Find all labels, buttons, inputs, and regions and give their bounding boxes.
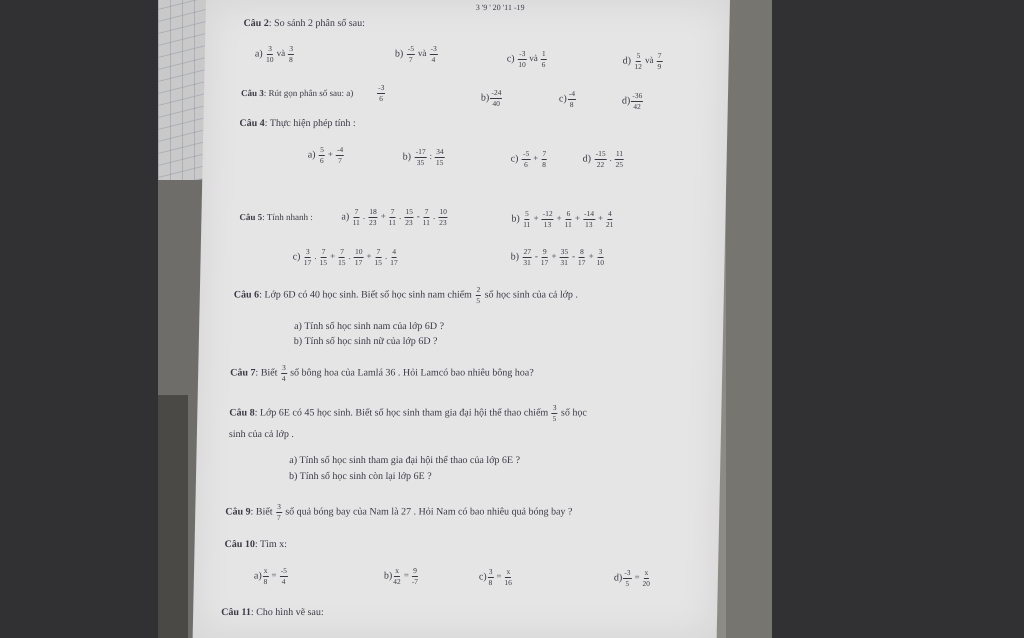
operator: . [432, 211, 436, 222]
question-6: Câu 6: Lớp 6D có 40 học sinh. Biết số học sinh nam chiếm $\frac{2}{5}$ số học sinh của cả lớp . [233, 285, 579, 305]
operator: + [366, 251, 372, 262]
conjunction: và [276, 48, 286, 59]
numerator: 10 [354, 247, 363, 256]
fraction [319, 248, 327, 266]
fraction [393, 567, 401, 585]
denominator: 15 [338, 257, 346, 267]
fraction: $\frac{3}{4}$ [281, 363, 286, 383]
fraction [504, 568, 512, 586]
conjunction: và [644, 55, 654, 66]
denominator: 23 [369, 217, 377, 227]
numerator: -4 [568, 89, 576, 98]
numerator: 7 [657, 51, 662, 60]
operator: + [597, 213, 604, 224]
fraction [559, 248, 569, 266]
fraction [642, 569, 650, 587]
fraction [304, 248, 312, 266]
q10-item-d [614, 569, 652, 587]
numerator: 35 [560, 247, 569, 256]
fraction [523, 210, 531, 228]
conjunction: và [529, 53, 538, 64]
fraction [377, 84, 386, 102]
fraction [541, 210, 553, 228]
q8-sub-a: a) Tính số học sinh tham gia đại hội thể thao của lớp 6E ? [289, 455, 521, 466]
numerator: 7 [390, 207, 395, 216]
fraction [541, 150, 547, 168]
fraction [404, 208, 414, 226]
denominator: 10 [596, 257, 605, 267]
fraction [438, 208, 448, 226]
fraction [319, 146, 325, 164]
denominator: 20 [642, 578, 651, 588]
item-label: a) [253, 570, 262, 582]
fraction [596, 248, 604, 266]
denominator: 17 [540, 257, 549, 267]
denominator: 23 [405, 217, 413, 227]
q3-item-c [559, 90, 577, 108]
fraction [368, 208, 378, 226]
q10-item-c [479, 568, 513, 586]
item-label: c) [510, 153, 522, 165]
denominator: 10 [265, 54, 274, 64]
fraction [656, 52, 662, 70]
denominator: 17 [390, 257, 398, 267]
numerator: 10 [439, 207, 447, 216]
numerator: -14 [583, 209, 595, 218]
numerator: 7 [321, 247, 326, 256]
denominator: 6 [524, 159, 528, 169]
q2-item-c [507, 50, 548, 68]
fraction [435, 148, 445, 166]
numerator: 15 [405, 207, 413, 216]
q4-item-d [582, 150, 625, 168]
numerator: 7 [424, 207, 429, 216]
numerator: -3 [378, 83, 385, 92]
item-label: d) [621, 95, 631, 107]
question-3: Câu 3: Rút gọn phân số sau: a) [240, 88, 354, 98]
denominator: 21 [605, 219, 614, 229]
denominator: 8 [488, 577, 493, 587]
numerator: 7 [376, 247, 381, 256]
question-10: Câu 10: Tìm x: [224, 539, 288, 550]
fraction [488, 568, 494, 586]
item-label: b) [383, 570, 393, 582]
numerator: -15 [595, 149, 606, 158]
q10-item-b [384, 567, 420, 585]
denominator: 22 [596, 159, 605, 169]
fraction [578, 248, 586, 266]
denominator: 40 [492, 98, 501, 108]
operator: + [327, 149, 333, 160]
question-9: Câu 9: Biết $\frac{3}{7}$ số quả bóng bay của Nam là 27 . Hỏi Nam có bao nhiêu quả bóng bay ? [225, 502, 573, 522]
numerator: -36 [632, 91, 643, 100]
fraction [266, 45, 274, 63]
fraction [414, 148, 426, 166]
numerator: x [395, 566, 400, 575]
numerator: 3 [305, 247, 310, 256]
denominator: 8 [288, 54, 293, 64]
numerator: x [506, 567, 511, 576]
item-label: b) [394, 48, 406, 60]
numerator: -3 [430, 44, 437, 53]
denominator: 4 [281, 576, 286, 586]
denominator: 12 [634, 61, 643, 71]
denominator: 23 [439, 217, 447, 227]
fraction [354, 248, 364, 266]
numerator: x [644, 568, 649, 577]
fraction [390, 248, 398, 266]
item-label: d) [582, 153, 594, 165]
numerator: 5 [320, 145, 324, 154]
numerator: 7 [340, 247, 345, 256]
item-label: d) [613, 572, 623, 584]
question-7: Câu 7: Biết $\frac{3}{4}$ số bông hoa của Lamlá 36 . Hỏi Lamcó bao nhiêu bông hoa? [230, 363, 534, 383]
numerator: 4 [392, 247, 397, 256]
fraction [615, 150, 625, 168]
denominator: 42 [633, 101, 641, 111]
denominator: 42 [393, 576, 401, 586]
numerator: -5 [407, 44, 415, 53]
numerator: 4 [607, 209, 612, 218]
numerator: -3 [519, 49, 526, 58]
fraction [412, 567, 419, 585]
numerator: -3 [624, 568, 631, 577]
denominator: 11 [523, 219, 531, 229]
fraction [541, 248, 549, 266]
numerator: 3 [488, 567, 493, 576]
worksheet-paper [193, 0, 730, 638]
operator: . [384, 251, 388, 262]
desk-shadow [158, 395, 188, 638]
fraction [594, 150, 606, 168]
numerator: 3 [598, 247, 603, 256]
denominator: 17 [354, 257, 363, 267]
denominator: 11 [388, 217, 397, 227]
fraction [429, 45, 438, 63]
operator: + [533, 153, 539, 164]
fraction [583, 210, 595, 228]
numerator: 3 [289, 44, 294, 53]
denominator: 31 [560, 257, 569, 267]
item-label: c) [506, 53, 518, 65]
q3-item-d [622, 92, 645, 110]
q5-item-c [292, 248, 399, 266]
numerator: 9 [413, 566, 418, 575]
denominator: 31 [523, 257, 531, 267]
denominator: 11 [352, 217, 360, 227]
numerator: x [263, 566, 268, 575]
operator: = [403, 570, 409, 581]
numerator: 34 [436, 147, 444, 156]
fraction [338, 248, 346, 266]
denominator: 15 [374, 257, 383, 267]
item-label: d) [622, 55, 634, 67]
numerator: 1 [541, 49, 546, 58]
fraction [288, 45, 294, 63]
numerator: 8 [579, 247, 584, 256]
denominator: 10 [518, 59, 526, 69]
item-label: b) [511, 213, 523, 225]
numerator: -24 [491, 88, 502, 97]
operator: = [271, 570, 277, 581]
operator: + [551, 251, 557, 262]
numerator: 11 [615, 149, 624, 158]
denominator: 4 [431, 54, 436, 64]
operator: + [330, 251, 336, 262]
numerator: -5 [522, 149, 530, 158]
fraction [623, 569, 632, 587]
denominator: 35 [416, 157, 425, 167]
item-label: c) [292, 251, 304, 263]
operator: + [574, 213, 581, 224]
fraction [423, 208, 431, 226]
item-label: c) [478, 571, 487, 583]
operator: = [634, 572, 640, 583]
denominator: 8 [263, 576, 268, 586]
fraction [522, 248, 532, 266]
q3-item-a [376, 84, 387, 102]
denominator: 7 [337, 155, 342, 165]
numerator: 5 [636, 51, 641, 60]
numerator: 9 [542, 247, 547, 256]
question-5: Câu 5: Tính nhanh : [239, 212, 313, 222]
fraction [336, 146, 345, 164]
item-label: a) [254, 48, 266, 60]
item-label: a) [307, 149, 319, 161]
item-label: b) [402, 151, 414, 163]
denominator: 9 [657, 61, 662, 71]
fraction [263, 567, 269, 585]
desk-surface-right [726, 0, 772, 638]
fraction: $\frac{3}{7}$ [276, 502, 281, 522]
question-11: Câu 11: Cho hình vẽ sau: [221, 607, 324, 618]
item-label: c) [558, 93, 567, 105]
fraction [518, 50, 527, 68]
q6-sub-a: a) Tính số học sinh nam của lớp 6D ? [294, 321, 445, 332]
conjunction: và [417, 48, 427, 59]
operator: . [314, 251, 317, 262]
fraction [407, 45, 416, 63]
q8-sub-b: b) Tính số học sinh còn lại lớp 6E ? [288, 471, 432, 482]
numerator: 18 [369, 207, 377, 216]
denominator: 6 [541, 59, 546, 69]
question-8: Câu 8: Lớp 6E có 45 học sinh. Biết số học sinh tham gia đại hội thể thao chiếm $\frac{3}{5}$ số học [229, 403, 587, 423]
numerator: -17 [415, 147, 426, 156]
operator: . [398, 211, 402, 222]
denominator: 6 [319, 155, 324, 165]
denominator: 25 [615, 159, 624, 169]
denominator: 5 [625, 578, 630, 588]
denominator: 17 [303, 257, 312, 267]
fraction: $\frac{2}{5}$ [476, 285, 481, 305]
denominator: 15 [435, 157, 444, 167]
operator: : [429, 151, 433, 162]
item-label: b) [510, 251, 522, 263]
q4-item-b [403, 148, 446, 166]
fraction [606, 210, 614, 228]
denominator: 6 [379, 93, 384, 103]
operator: + [556, 213, 562, 224]
numerator: 7 [354, 207, 359, 216]
numerator: -12 [542, 209, 553, 218]
denominator: 17 [577, 257, 586, 267]
denominator: 13 [585, 219, 593, 229]
operator: - [571, 251, 576, 262]
numerator: 6 [566, 209, 571, 218]
fraction [631, 92, 643, 110]
q8-line-2: sinh của cả lớp . [228, 429, 295, 440]
numerator: -4 [336, 145, 344, 154]
fraction [374, 248, 382, 266]
q6-sub-b: b) Tính số học sinh nữ của lớp 6D ? [293, 336, 438, 347]
numerator: 27 [523, 247, 532, 256]
fraction [564, 210, 572, 228]
denominator: 11 [564, 219, 572, 229]
operator: = [496, 571, 502, 582]
operator: . [348, 251, 352, 262]
operator: + [380, 211, 386, 222]
denominator: 13 [543, 219, 552, 229]
q5-item-b [511, 210, 615, 228]
photo [158, 0, 772, 638]
denominator: 15 [319, 257, 328, 267]
numerator: 5 [525, 209, 529, 218]
q4-item-a [308, 146, 346, 164]
q2-item-d [623, 52, 664, 70]
fraction [353, 208, 361, 226]
operator: - [416, 211, 420, 222]
question-4: Câu 4: Thực hiện phép tính : [239, 118, 356, 129]
numerator: 7 [542, 149, 547, 158]
q5-item-d [510, 248, 605, 266]
fraction [279, 567, 288, 585]
numerator: -5 [280, 566, 288, 575]
operator: - [534, 251, 539, 262]
fraction [490, 89, 502, 107]
fraction [389, 208, 397, 226]
q2-item-b [395, 45, 439, 63]
item-label: b) [480, 92, 490, 104]
fraction [568, 90, 577, 108]
operator: . [609, 153, 612, 164]
question-2: Câu 2: So sánh 2 phân số sau: [243, 18, 366, 29]
operator: + [588, 251, 594, 262]
numerator: 3 [268, 44, 272, 53]
denominator: 8 [542, 159, 547, 169]
denominator: 11 [422, 217, 431, 227]
q2-item-a [255, 45, 295, 63]
q3-item-b [481, 89, 504, 107]
denominator: 8 [569, 99, 574, 109]
denominator: 7 [408, 54, 413, 64]
operator: + [533, 213, 539, 224]
operator: . [362, 211, 366, 222]
q10-item-a [254, 567, 289, 585]
q5-item-a [341, 208, 449, 226]
denominator: 16 [504, 577, 513, 587]
denominator: -7 [411, 576, 419, 586]
fraction [522, 150, 531, 168]
item-label: a) [341, 211, 352, 223]
cut-off-line: 3 '9 ' 20 '11 -19 [475, 3, 525, 12]
fraction [541, 50, 547, 68]
fraction [634, 52, 642, 70]
fraction: $\frac{3}{5}$ [552, 403, 557, 423]
q4-item-c [510, 150, 548, 168]
